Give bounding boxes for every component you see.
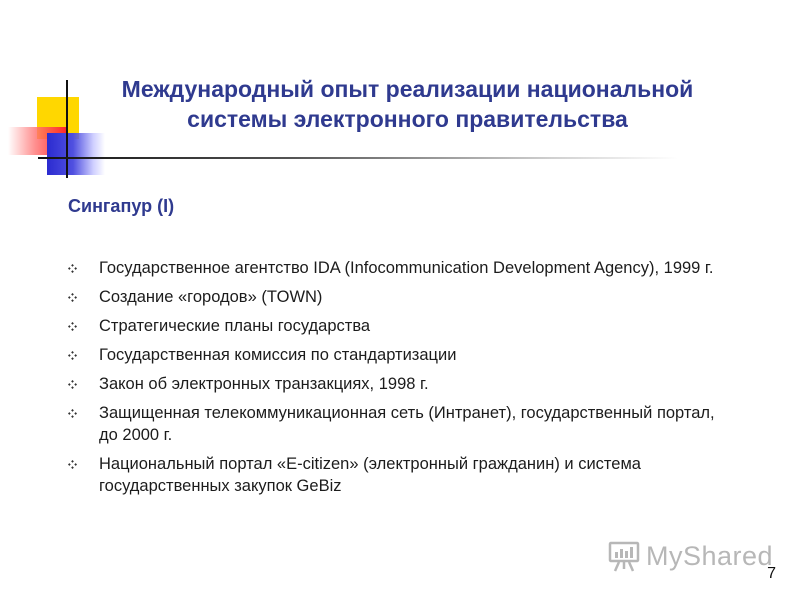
four-diamond-bullet-icon [68, 351, 77, 360]
bullet-text: Государственное агентство IDA (Infocommunication Development Agency), 1999 г. [99, 259, 714, 277]
bullet-text: Национальный портал «E-citizen» (электронный гражданин) и система государственных закупок GeBiz [99, 455, 641, 495]
title-underline [38, 157, 678, 159]
bullet-list [68, 257, 718, 504]
slide-title [60, 74, 755, 134]
bullet-text: Создание «городов» (TOWN) [99, 288, 323, 306]
four-diamond-bullet-icon [68, 293, 77, 302]
bullet-item [68, 453, 718, 497]
bullet-text: Закон об электронных транзакциях, 1998 г. [99, 375, 429, 393]
bullet-item [68, 373, 718, 395]
slide-title-line-2: системы электронного правительства [187, 106, 628, 132]
bullet-text: Государственная комиссия по стандартизации [99, 346, 457, 364]
four-diamond-bullet-icon [68, 409, 77, 418]
slide-subtitle: Сингапур (I) [68, 196, 175, 216]
bullet-item [68, 257, 718, 279]
four-diamond-bullet-icon [68, 322, 77, 331]
four-diamond-bullet-icon [68, 380, 77, 389]
four-diamond-bullet-icon [68, 264, 77, 273]
bullet-text: Стратегические планы государства [99, 317, 371, 335]
bullet-item [68, 286, 718, 308]
bullet-item [68, 315, 718, 337]
bullet-text: Защищенная телекоммуникационная сеть (Интранет), государственный портал, до 2000 г. [99, 404, 715, 444]
presentation-board-icon [607, 539, 641, 573]
myshared-watermark [607, 537, 773, 575]
watermark-text: MyShared [646, 540, 774, 571]
bullet-item [68, 402, 718, 446]
page-number: 7 [767, 565, 776, 582]
four-diamond-bullet-icon [68, 460, 77, 469]
bullet-item [68, 344, 718, 366]
slide-title-line-1: Международный опыт реализации национальной [121, 76, 694, 102]
logo-blue-square [47, 133, 105, 175]
